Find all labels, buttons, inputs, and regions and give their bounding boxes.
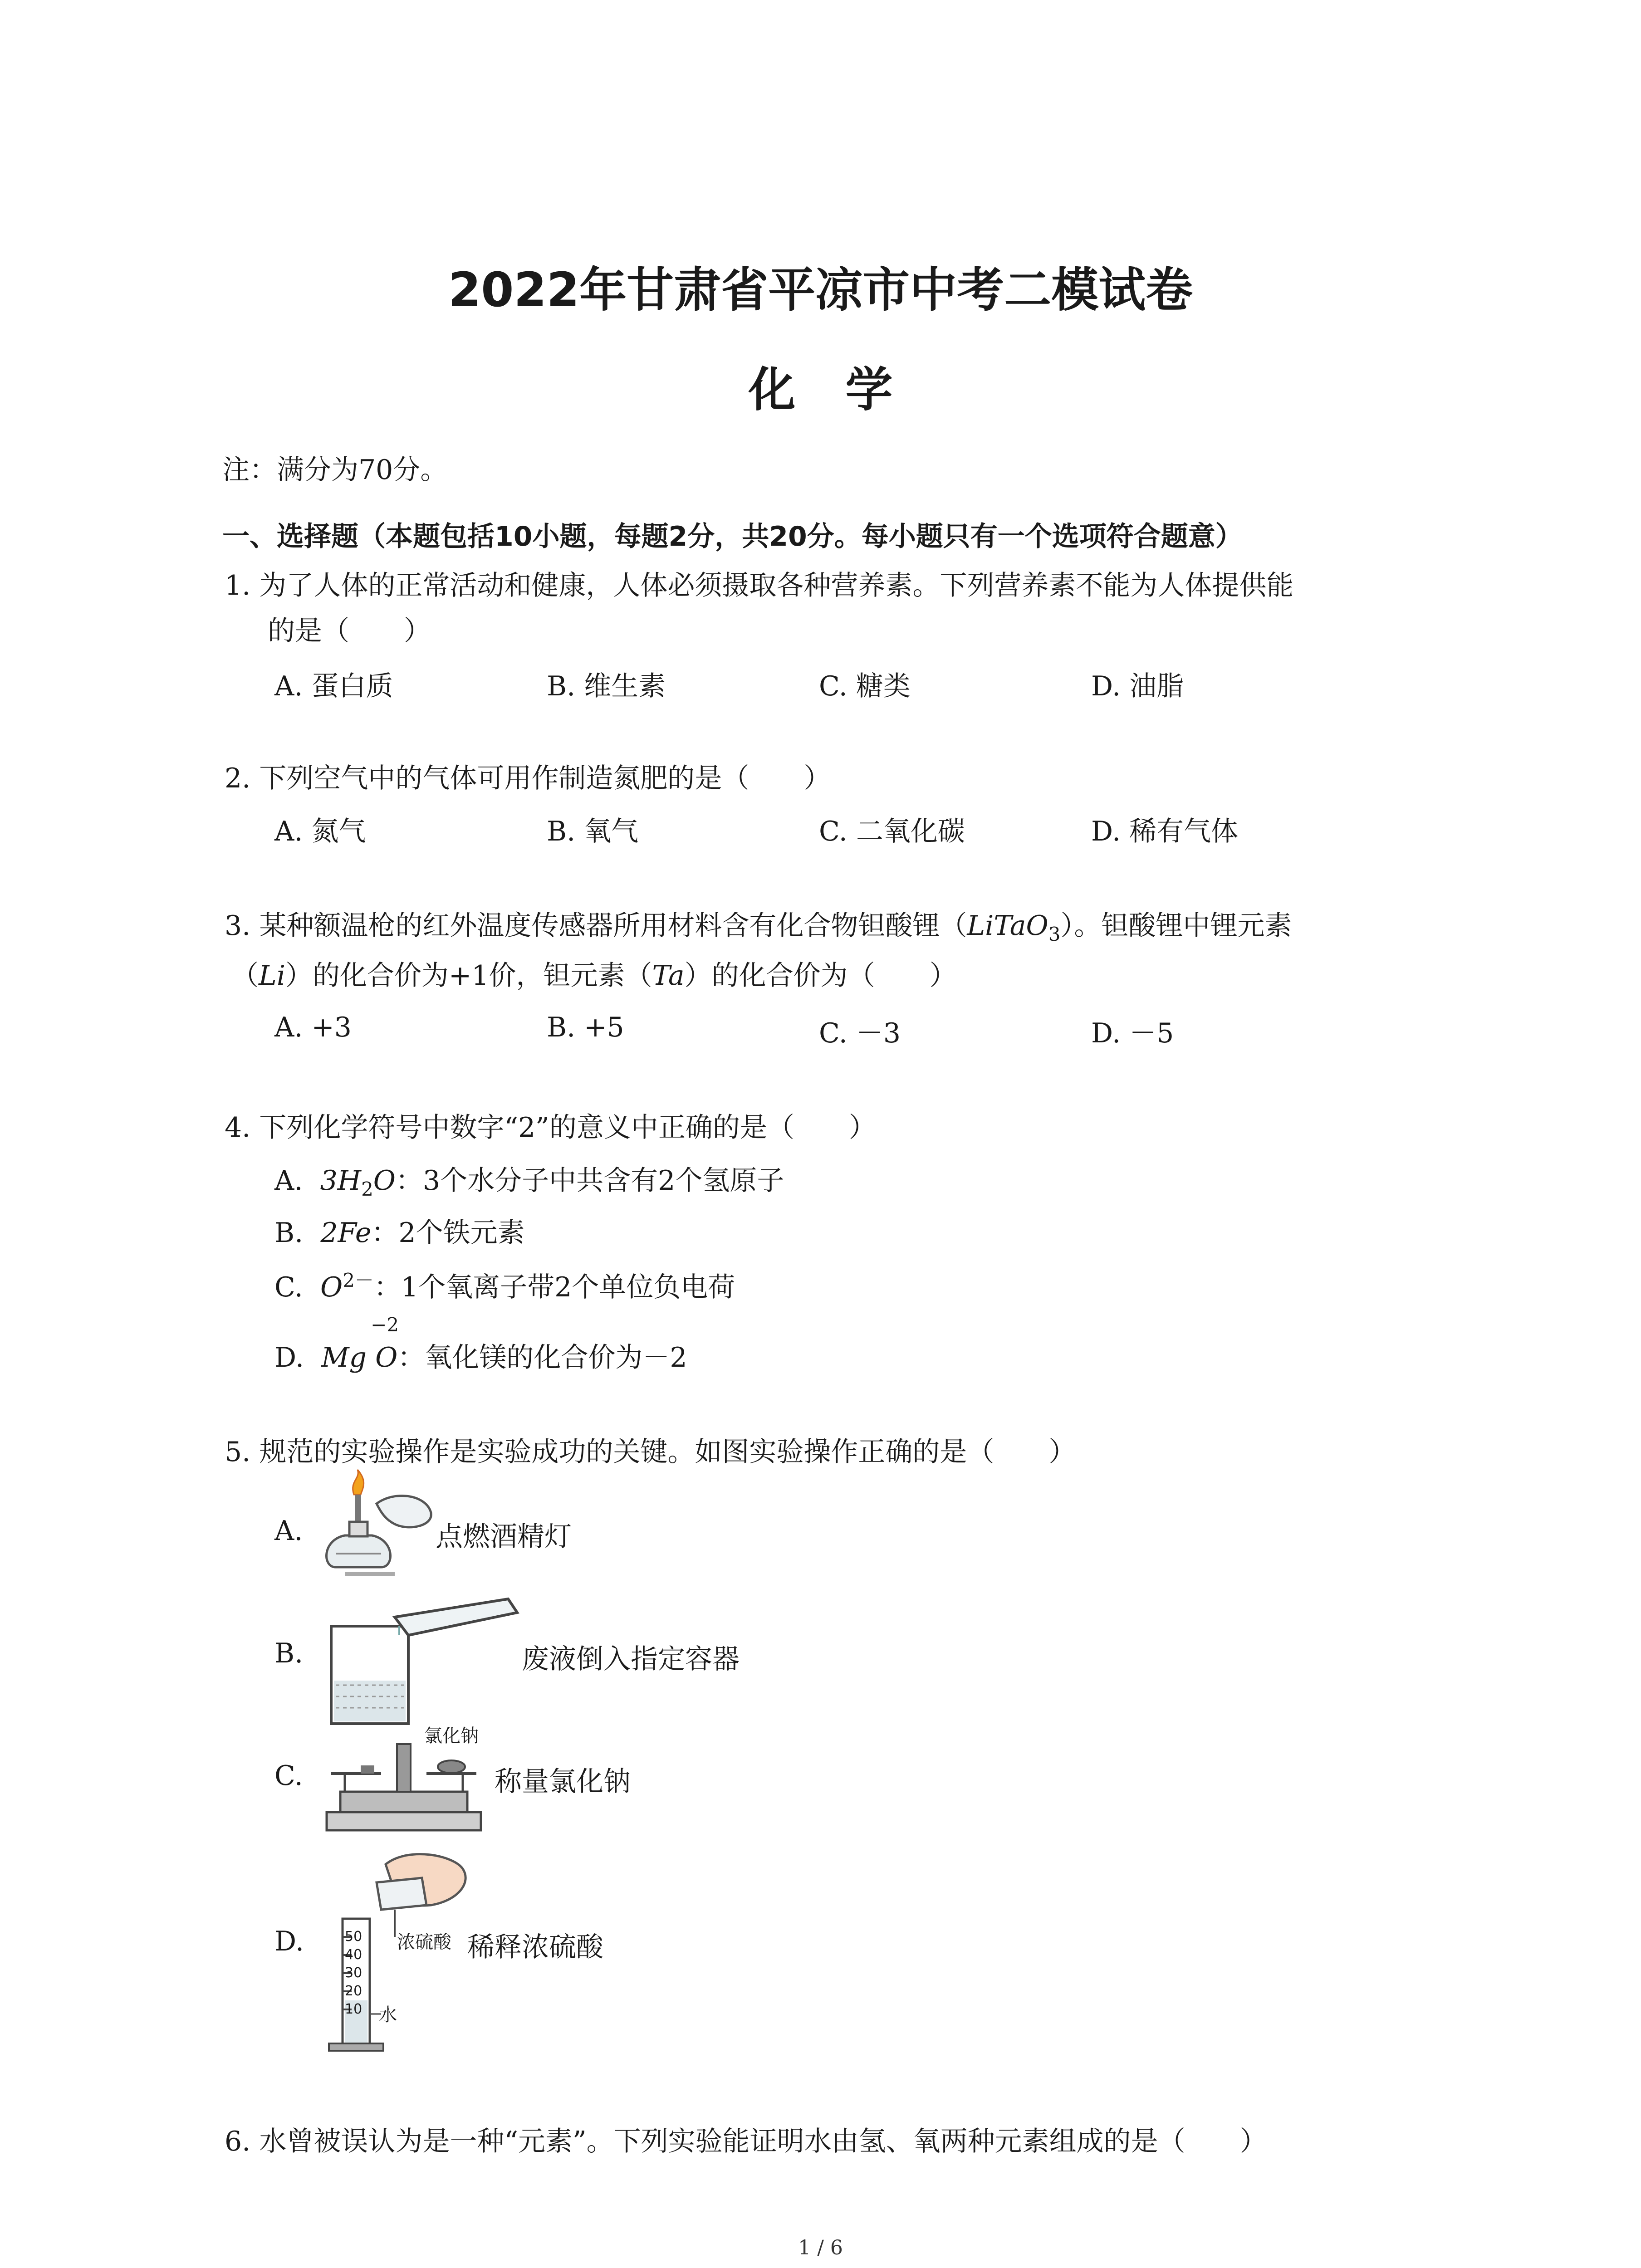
question-5-option-a-label[interactable]: A.: [274, 1515, 303, 1547]
scale-mark: 50: [345, 1929, 362, 1945]
question-1-stem-line1: 1. 为了人体的正常活动和健康，人体必须摄取各种营养素。下列营养素不能为人体提供能: [225, 570, 1294, 601]
question-1-stem-line2: 的是（ ）: [268, 615, 431, 647]
question-3-line2-post: ）的化合价为（ ）: [684, 960, 957, 992]
option-label: B.: [274, 1217, 304, 1249]
question-2-stem: 2. 下列空气中的气体可用作制造氮肥的是（ ）: [225, 763, 831, 794]
scale-mark: 20: [345, 1983, 362, 1999]
formula-part: 2Fe: [320, 1217, 372, 1249]
formula-sup: 2－: [343, 1269, 374, 1291]
scale-mark: 30: [345, 1965, 362, 1981]
question-3-stem-post: ）。钽酸锂中锂元素: [1060, 910, 1292, 942]
exam-title: 2022年甘肃省平凉市中考二模试卷: [448, 262, 1193, 318]
question-5-option-b-label[interactable]: B.: [274, 1637, 304, 1669]
scale-mark: 40: [345, 1947, 362, 1963]
question-3-line2-pre: （: [231, 960, 259, 992]
question-5-stem: 5. 规范的实验操作是实验成功的关键。如图实验操作正确的是（ ）: [225, 1436, 1076, 1468]
formula-part: Mg: [321, 1342, 367, 1374]
question-3-formula-sub: 3: [1048, 923, 1061, 945]
alcohol-lamp-figure: [318, 1476, 440, 1594]
question-4-stem: 4. 下列化学符号中数字“2”的意义中正确的是（ ）: [225, 1112, 876, 1144]
option-label: C.: [274, 1271, 303, 1303]
question-1-option-c[interactable]: C. 糖类: [819, 670, 911, 702]
section-heading: 一、选择题（本题包括10小题，每题2分，共20分。每小题只有一个选项符合题意）: [222, 521, 1243, 552]
question-4-option-a[interactable]: [274, 1159, 784, 1200]
question-3-option-c[interactable]: C. －3: [819, 1017, 901, 1049]
option-text: ：3个水分子中共含有2个氢原子: [396, 1165, 784, 1197]
question-3-option-a[interactable]: A. +3: [274, 1012, 352, 1043]
formula-part: O: [375, 1342, 398, 1374]
option-text: ：1个氧离子带2个单位负电荷: [373, 1271, 735, 1303]
question-3-formula: LiTaO: [967, 910, 1048, 942]
question-3-stem-pre: 3. 某种额温枪的红外温度传感器所用材料含有化合物钽酸锂（: [225, 910, 967, 942]
option-text: ：2个铁元素: [371, 1217, 525, 1249]
question-3-option-d[interactable]: D. －5: [1091, 1017, 1174, 1049]
formula-part: O: [373, 1165, 396, 1197]
cylinder-scale: [345, 1928, 362, 2019]
formula-part: 3H: [320, 1165, 362, 1197]
question-3-stem-line1: [225, 909, 1292, 951]
question-6-stem: 6. 水曾被误认为是一种“元素”。下列实验能证明水由氢、氧两种元素组成的是（ ）: [225, 2126, 1267, 2157]
exam-subject: 化学: [748, 362, 943, 417]
scale-mark: 10: [345, 2001, 362, 2017]
question-4-option-c[interactable]: [274, 1266, 735, 1305]
question-5-option-c-label[interactable]: C.: [274, 1760, 303, 1792]
question-2-option-a[interactable]: A. 氮气: [274, 816, 366, 847]
full-score-note: 注：满分为70分。: [222, 454, 448, 486]
formula-part: O: [320, 1271, 343, 1303]
question-4-option-b[interactable]: [274, 1211, 525, 1250]
beaker-figure: [318, 1594, 526, 1730]
question-5-option-c-text: 称量氯化钠: [495, 1766, 631, 1798]
question-2-option-b[interactable]: B. 氧气: [547, 816, 639, 847]
valence-mark: −2: [371, 1314, 399, 1336]
question-1-option-b[interactable]: B. 维生素: [547, 670, 666, 702]
question-3-line2-mid: ）的化合价为+1价，钽元素（: [285, 960, 652, 992]
water-figure-label: 水: [379, 2004, 397, 2025]
question-3-stem-line2: [231, 959, 957, 992]
question-2-option-c[interactable]: C. 二氧化碳: [819, 816, 965, 847]
sulfuric-acid-figure-label: 浓硫酸: [397, 1932, 451, 1953]
question-5-option-d-label[interactable]: D.: [274, 1926, 304, 1957]
question-1-option-d[interactable]: D. 油脂: [1091, 670, 1184, 702]
question-1-option-a[interactable]: A. 蛋白质: [274, 670, 393, 702]
option-label: D.: [274, 1342, 304, 1374]
question-5-option-a-text: 点燃酒精灯: [436, 1521, 572, 1553]
page-number: 1 / 6: [798, 2236, 843, 2259]
sodium-chloride-figure-label: 氯化钠: [424, 1725, 479, 1746]
question-5-option-b-text: 废液倒入指定容器: [522, 1643, 740, 1675]
option-text: ：氧化镁的化合价为－2: [397, 1342, 687, 1374]
question-4-option-d[interactable]: [274, 1314, 687, 1375]
question-3-ta: Ta: [652, 960, 685, 992]
question-3-li: Li: [259, 960, 286, 992]
option-label: A.: [274, 1165, 303, 1197]
question-2-option-d[interactable]: D. 稀有气体: [1091, 816, 1239, 847]
question-5-option-d-text: 稀释浓硫酸: [467, 1931, 603, 1963]
question-3-option-b[interactable]: B. +5: [547, 1012, 624, 1043]
formula-sub: 2: [361, 1178, 373, 1200]
